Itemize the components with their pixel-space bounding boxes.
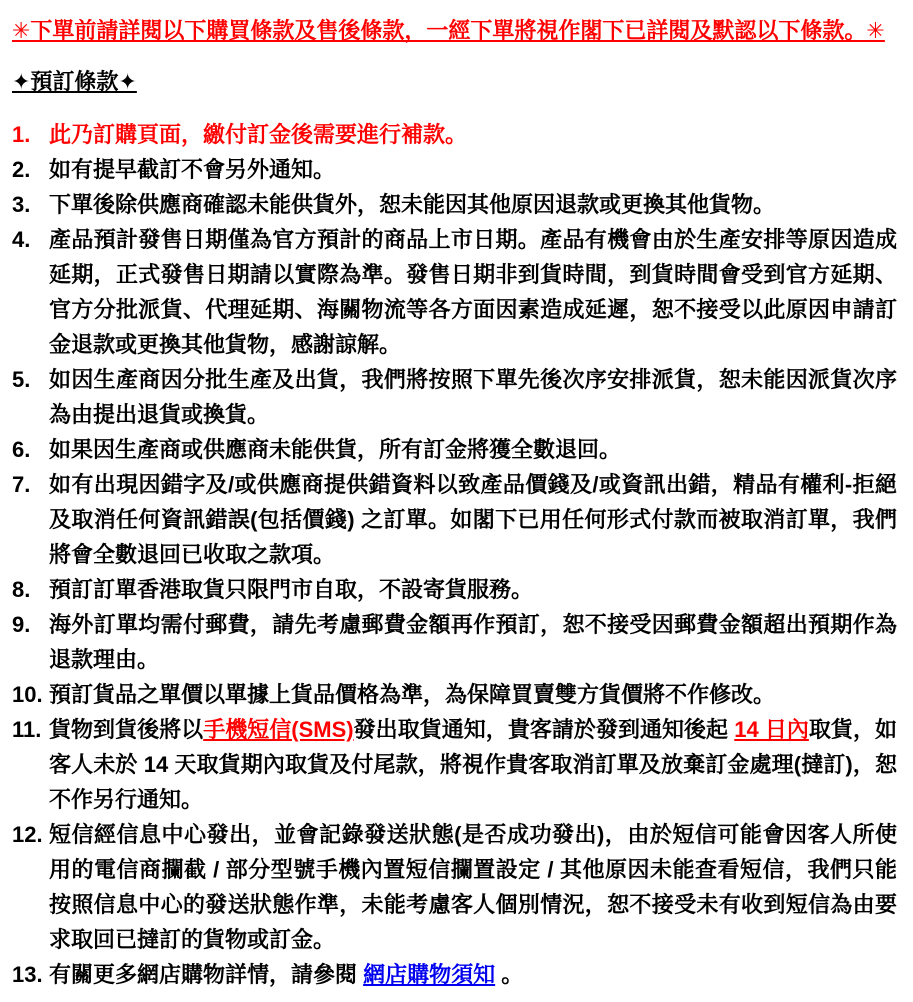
term-item-7: [12, 467, 897, 572]
term-number: 8.: [12, 577, 31, 602]
term-text: [49, 612, 897, 672]
term-number: 12.: [12, 822, 43, 847]
term-text-segment: 產品預計發售日期僅為官方預計的商品上市日期。產品有機會由於生產安排等原因造成延期，正式發售日期請以實際為準。發售日期非到貨時間，到貨時間會受到官方延期、官方分批派貨、代理延期、海關物流等各方面因素造成延遲，恕不接受以此原因申請訂金退款或更換其他貨物，感謝諒解。: [49, 227, 897, 357]
term-item-11: [12, 712, 897, 817]
highlighted-text: 14 日內: [734, 717, 809, 742]
term-text: [49, 822, 897, 952]
term-text: [49, 962, 523, 987]
term-item-13: [12, 957, 897, 992]
terms-list: [12, 117, 897, 992]
term-number: 6.: [12, 437, 31, 462]
term-item-1: [12, 117, 897, 152]
term-text-segment: 如果因生產商或供應商未能供貨，所有訂金將獲全數退回。: [49, 437, 622, 462]
term-text-segment: 貨物到貨後將以: [49, 717, 204, 742]
term-item-6: [12, 432, 897, 467]
term-text: [49, 437, 621, 462]
term-text-segment: 如因生產商因分批生產及出貨，我們將按照下單先後次序安排派貨，恕未能因派貨次序為由提出退貨或換貨。: [49, 367, 897, 427]
term-number: 1.: [12, 122, 31, 147]
term-number: 10.: [12, 682, 43, 707]
term-text-segment: 短信經信息中心發出，並會記錄發送狀態(是否成功發出)，由於短信可能會因客人所使用的電信商攔截 / 部分型號手機內置短信攔置設定 / 其他原因未能查看短信，我們只能按照信息中心的發送狀態作準，未能考慮客人個別情況，恕不接受未有收到短信為由要求取回已撻訂的貨物或訂金。: [49, 822, 897, 952]
highlighted-text: 手機短信(SMS): [203, 717, 354, 742]
term-number: 9.: [12, 612, 31, 637]
header-notice: ✳下單前請詳閱以下購買條款及售後條款，一經下單將視作閣下已詳閱及默認以下條款。✳: [12, 18, 885, 43]
term-text: [49, 367, 897, 427]
term-text: [49, 472, 897, 567]
term-number: 4.: [12, 227, 31, 252]
term-text: [49, 157, 335, 182]
shop-guide-link[interactable]: 網店購物須知: [363, 962, 496, 987]
term-number: 2.: [12, 157, 31, 182]
section-title-preorder-terms: ✦預訂條款✦: [12, 69, 137, 94]
term-number: 13.: [12, 962, 43, 987]
term-number: 5.: [12, 367, 31, 392]
term-text: [49, 192, 775, 217]
term-item-10: [12, 677, 897, 712]
term-text-segment: 有關更多網店購物詳情，請參閱: [49, 962, 364, 987]
section-title-row: [12, 64, 897, 99]
term-item-9: [12, 607, 897, 677]
term-text: [49, 717, 897, 812]
term-text: [49, 682, 775, 707]
term-text: [49, 122, 467, 147]
term-item-5: [12, 362, 897, 432]
term-number: 3.: [12, 192, 31, 217]
term-number: 7.: [12, 472, 31, 497]
term-text-segment: 取貨，如客人未於 14 天取貨期內取貨及付尾款，將視作貴客取消訂單及放棄訂金處理(撻訂)，恕不作另行通知。: [49, 717, 897, 812]
term-text-segment: 此乃訂購頁面，繳付訂金後需要進行補款。: [49, 122, 468, 147]
term-item-3: [12, 187, 897, 222]
term-text-segment: 發出取貨通知，貴客請於發到通知後起: [353, 717, 735, 742]
term-text-segment: 。: [495, 962, 524, 987]
term-text-segment: 預訂貨品之單價以單據上貨品價格為準，為保障買賣雙方貨價將不作修改。: [49, 682, 776, 707]
term-item-2: [12, 152, 897, 187]
term-text-segment: 下單後除供應商確認未能供貨外，恕未能因其他原因退款或更換其他貨物。: [49, 192, 776, 217]
term-text: [49, 227, 897, 357]
term-item-4: [12, 222, 897, 362]
term-text-segment: 如有出現因錯字及/或供應商提供錯資料以致產品價錢及/或資訊出錯，精品有權利-拒絕及取消任何資訊錯誤(包括價錢) 之訂單。如閣下已用任何形式付款而被取消訂單，我們將會全數退回已收取之款項。: [49, 472, 897, 567]
term-text-segment: 如有提早截訂不會另外通知。: [49, 157, 336, 182]
term-text-segment: 預訂訂單香港取貨只限門市自取，不設寄貨服務。: [49, 577, 534, 602]
term-text-segment: 海外訂單均需付郵費，請先考慮郵費金額再作預訂，恕不接受因郵費金額超出預期作為退款理由。: [49, 612, 897, 672]
term-item-12: [12, 817, 897, 957]
term-text: [49, 577, 533, 602]
term-number: 11.: [12, 717, 42, 742]
term-item-8: [12, 572, 897, 607]
